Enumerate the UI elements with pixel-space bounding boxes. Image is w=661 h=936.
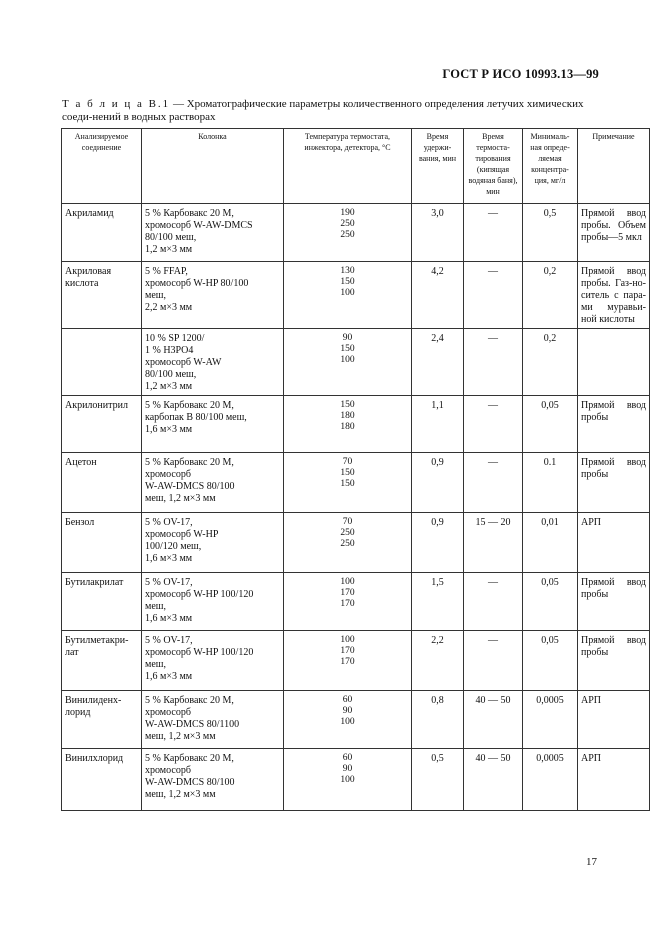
compound-cell [62, 453, 142, 513]
table-caption [62, 98, 602, 124]
column-cell [142, 573, 284, 631]
compound-line: Акриламид [65, 208, 114, 219]
column-cell [142, 204, 284, 262]
compound-line: Бензол [65, 517, 95, 528]
temperature-value: 170 [340, 646, 355, 656]
column-line: меш, 1,2 м×3 мм [145, 789, 216, 800]
column-line: 80/100 меш, [145, 369, 197, 380]
header-column: Колонка [142, 129, 284, 204]
temperature-value: 60 [342, 695, 353, 705]
concentration-cell: 0,0005 [523, 749, 578, 811]
compound-cell [62, 262, 142, 329]
column-line: 5 % Карбовакс 20 М, [145, 208, 234, 219]
table-row [62, 396, 650, 453]
table-row [62, 329, 650, 396]
concentration-cell: 0,2 [523, 329, 578, 396]
column-line: 1,2 м×3 мм [145, 381, 193, 392]
compound-line: кислота [65, 278, 99, 289]
concentration-cell: 0,05 [523, 396, 578, 453]
table-body [62, 204, 650, 811]
note-cell [578, 329, 650, 396]
note-cell: Прямой ввод пробы [578, 573, 650, 631]
retention-cell: 2,4 [412, 329, 464, 396]
header-note: Примечание [578, 129, 650, 204]
column-line: 1,6 м×3 мм [145, 671, 193, 682]
column-line: 1 % H3PO4 [145, 345, 194, 356]
temperature-value: 100 [340, 355, 355, 365]
column-line: 5 % OV-17, [145, 577, 193, 588]
page-number: 17 [586, 856, 597, 868]
temperature-value: 70 [342, 457, 353, 467]
thermostat-cell: 40 — 50 [464, 749, 523, 811]
note-cell: АРП [578, 691, 650, 749]
column-line: хромосорб [145, 765, 191, 776]
table-caption-text: — Хроматографические параметры количественного определения летучих химических соеди-нений в водных растворах [62, 98, 584, 123]
compound-cell [62, 396, 142, 453]
column-line: 1,2 м×3 мм [145, 244, 193, 255]
concentration-cell: 0,5 [523, 204, 578, 262]
header-min-concentration: Минималь-ная опреде-ляемая концентра-ция, мг/л [523, 129, 578, 204]
column-cell [142, 453, 284, 513]
temperature-cell [284, 453, 412, 513]
concentration-cell: 0,2 [523, 262, 578, 329]
temperature-value: 60 [342, 753, 353, 763]
temperature-value: 250 [340, 219, 355, 229]
temperature-value: 150 [340, 277, 355, 287]
header-temperature: Температура термостата, инжектора, детектора, °С [284, 129, 412, 204]
column-line: 5 % OV-17, [145, 635, 193, 646]
column-cell [142, 631, 284, 691]
retention-cell: 3,0 [412, 204, 464, 262]
compound-line: Винилхлорид [65, 753, 124, 764]
column-line: хромосорб [145, 469, 191, 480]
retention-cell: 0,9 [412, 513, 464, 573]
column-line: W-AW-DMCS 80/100 [145, 777, 235, 788]
concentration-cell: 0,05 [523, 573, 578, 631]
temperature-value: 180 [340, 411, 355, 421]
table-row [62, 749, 650, 811]
header-thermostat-time: Время термоста-тирования (кипящая водяная баня), мин [464, 129, 523, 204]
column-cell [142, 513, 284, 573]
table-row [62, 453, 650, 513]
concentration-cell: 0,0005 [523, 691, 578, 749]
temperature-value: 100 [340, 717, 355, 727]
temperature-cell [284, 573, 412, 631]
column-line: W-AW-DMCS 80/1100 [145, 719, 240, 730]
compound-cell [62, 513, 142, 573]
compound-cell [62, 329, 142, 396]
column-line: 10 % SP 1200/ [145, 333, 205, 344]
concentration-cell: 0.1 [523, 453, 578, 513]
header-compound: Анализируемое соединение [62, 129, 142, 204]
thermostat-cell: — [464, 396, 523, 453]
column-line: 1,6 м×3 мм [145, 613, 193, 624]
thermostat-cell: 15 — 20 [464, 513, 523, 573]
table-row [62, 691, 650, 749]
temperature-cell [284, 749, 412, 811]
temperature-value: 70 [342, 517, 353, 527]
table-row [62, 204, 650, 262]
note-cell: Прямой ввод пробы [578, 453, 650, 513]
temperature-cell [284, 691, 412, 749]
retention-cell: 1,5 [412, 573, 464, 631]
thermostat-cell: — [464, 631, 523, 691]
temperature-value: 180 [340, 422, 355, 432]
temperature-value: 90 [342, 333, 353, 343]
column-line: меш, 1,2 м×3 мм [145, 731, 216, 742]
temperature-value: 150 [340, 344, 355, 354]
compound-cell [62, 749, 142, 811]
compound-line: Акриловая [65, 266, 112, 277]
temperature-value: 150 [340, 400, 355, 410]
temperature-value: 150 [340, 468, 355, 478]
temperature-value: 190 [340, 208, 355, 218]
temperature-value: 100 [340, 577, 355, 587]
column-line: меш, [145, 601, 166, 612]
column-cell [142, 262, 284, 329]
temperature-value: 90 [342, 706, 353, 716]
compound-line: Винилиденх- [65, 695, 122, 706]
column-line: W-AW-DMCS 80/100 [145, 481, 235, 492]
column-line: хромосорб W-HP [145, 529, 219, 540]
column-line: 5 % Карбовакс 20 М, [145, 695, 234, 706]
column-line: 5 % OV-17, [145, 517, 193, 528]
compound-cell [62, 204, 142, 262]
thermostat-cell: — [464, 453, 523, 513]
column-line: хромосорб W-HP 100/120 [145, 647, 254, 658]
column-line: 5 % FFAP, [145, 266, 188, 277]
temperature-value: 250 [340, 539, 355, 549]
column-line: меш, [145, 290, 166, 301]
temperature-value: 150 [340, 479, 355, 489]
compound-cell [62, 691, 142, 749]
temperature-value: 170 [340, 588, 355, 598]
column-line: 5 % Карбовакс 20 М, [145, 457, 234, 468]
column-line: карбопак В 80/100 меш, [145, 412, 247, 423]
retention-cell: 0,8 [412, 691, 464, 749]
table-header-row [62, 129, 650, 204]
note-cell: АРП [578, 749, 650, 811]
thermostat-cell: — [464, 204, 523, 262]
column-line: 80/100 меш, [145, 232, 197, 243]
temperature-value: 130 [340, 266, 355, 276]
table-row [62, 573, 650, 631]
table-row [62, 262, 650, 329]
column-line: хромосорб [145, 707, 191, 718]
compound-line: Бутилметакри- [65, 635, 129, 646]
concentration-cell: 0,05 [523, 631, 578, 691]
temperature-cell [284, 204, 412, 262]
concentration-cell: 0,01 [523, 513, 578, 573]
compound-line: Бутилакрилат [65, 577, 124, 588]
note-cell: Прямой ввод пробы [578, 396, 650, 453]
column-line: 1,6 м×3 мм [145, 424, 193, 435]
column-line: 5 % Карбовакс 20 М, [145, 400, 234, 411]
note-cell: Прямой ввод пробы. Газ-но-ситель с пара-ми муравьи-ной кислоты [578, 262, 650, 329]
temperature-cell [284, 631, 412, 691]
compound-cell [62, 631, 142, 691]
header-retention-time: Время удержи-вания, мин [412, 129, 464, 204]
temperature-value: 250 [340, 230, 355, 240]
retention-cell: 0,5 [412, 749, 464, 811]
retention-cell: 2,2 [412, 631, 464, 691]
table-caption-prefix: Т а б л и ц а В.1 [62, 98, 171, 110]
temperature-cell [284, 513, 412, 573]
retention-cell: 1,1 [412, 396, 464, 453]
column-line: хромосорб W-AW [145, 357, 222, 368]
temperature-value: 90 [342, 764, 353, 774]
chromatography-table [61, 128, 650, 811]
column-line: 100/120 меш, [145, 541, 202, 552]
temperature-cell [284, 329, 412, 396]
temperature-value: 100 [340, 635, 355, 645]
column-line: меш, 1,2 м×3 мм [145, 493, 216, 504]
compound-cell [62, 573, 142, 631]
temperature-value: 100 [340, 288, 355, 298]
compound-line: лат [65, 647, 79, 658]
temperature-cell [284, 396, 412, 453]
table-row [62, 631, 650, 691]
temperature-value: 100 [340, 775, 355, 785]
compound-line: Ацетон [65, 457, 97, 468]
compound-line: Акрилонитрил [65, 400, 128, 411]
note-cell: Прямой ввод пробы [578, 631, 650, 691]
column-line: 1,6 м×3 мм [145, 553, 193, 564]
column-cell [142, 691, 284, 749]
temperature-value: 170 [340, 599, 355, 609]
thermostat-cell: — [464, 262, 523, 329]
compound-line: лорид [65, 707, 91, 718]
column-cell [142, 329, 284, 396]
column-line: хромосорб W-HP 100/120 [145, 589, 254, 600]
column-cell [142, 396, 284, 453]
note-cell: АРП [578, 513, 650, 573]
document-header: ГОСТ Р ИСО 10993.13—99 [442, 67, 599, 81]
thermostat-cell: 40 — 50 [464, 691, 523, 749]
column-line: 5 % Карбовакс 20 М, [145, 753, 234, 764]
temperature-value: 170 [340, 657, 355, 667]
thermostat-cell: — [464, 573, 523, 631]
column-line: хромосорб W-AW-DMCS [145, 220, 253, 231]
table-row [62, 513, 650, 573]
temperature-value: 250 [340, 528, 355, 538]
temperature-cell [284, 262, 412, 329]
retention-cell: 4,2 [412, 262, 464, 329]
retention-cell: 0,9 [412, 453, 464, 513]
column-line: хромосорб W-HP 80/100 [145, 278, 249, 289]
column-line: 2,2 м×3 мм [145, 302, 193, 313]
thermostat-cell: — [464, 329, 523, 396]
note-cell: Прямой ввод пробы. Объем пробы—5 мкл [578, 204, 650, 262]
column-line: меш, [145, 659, 166, 670]
column-cell [142, 749, 284, 811]
